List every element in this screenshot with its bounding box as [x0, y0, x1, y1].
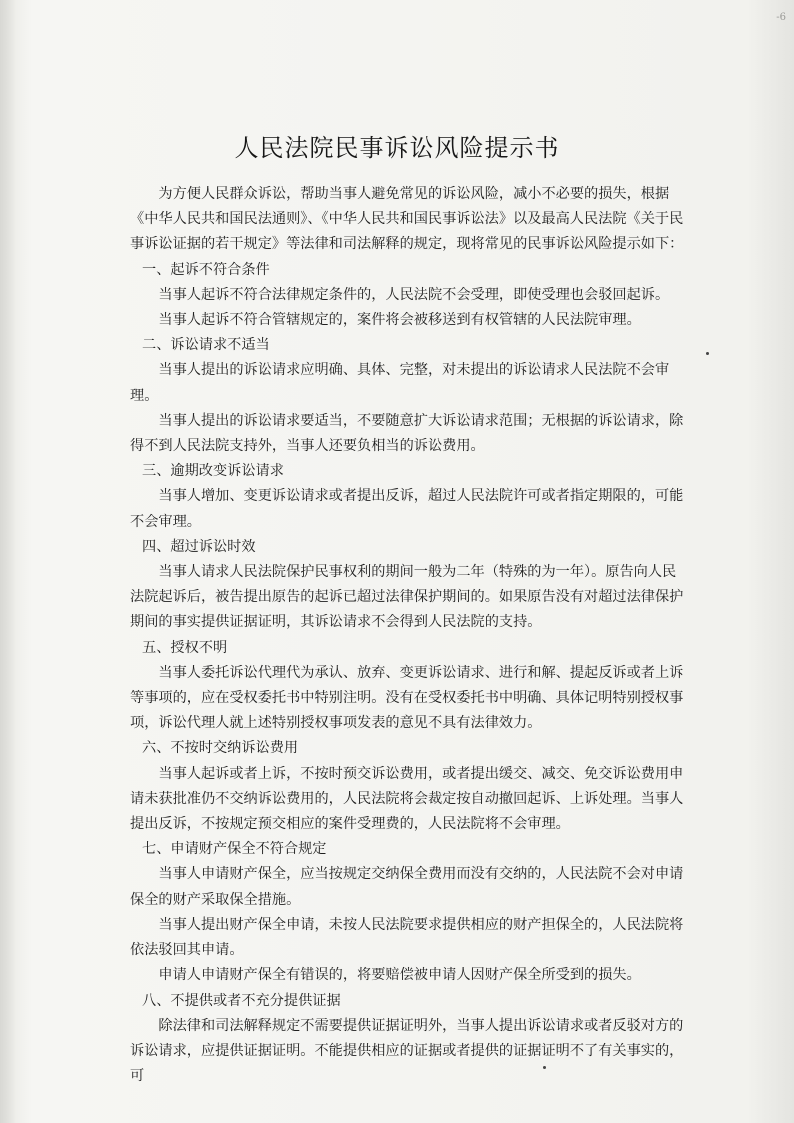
section-heading: 六、不按时交纳诉讼费用 — [142, 740, 299, 757]
body-paragraph: 当事人提出的诉讼请求要适当，不要随意扩大诉讼请求范围；无根据的诉讼请求，除得不到人民法院支持外，当事人还要负相当的诉讼费用。 — [130, 412, 684, 455]
page-mark: -6 — [776, 12, 786, 23]
page-title: 人民法院民事诉讼风险提示书 — [234, 134, 560, 162]
section-heading: 八、不提供或者不充分提供证据 — [142, 992, 341, 1009]
section-heading: 一、起诉不符合条件 — [142, 261, 270, 278]
section-heading: 七、申请财产保全不符合规定 — [142, 841, 327, 858]
section-heading: 二、诉讼请求不适当 — [142, 337, 270, 354]
section-heading: 五、授权不明 — [142, 639, 228, 656]
intro-paragraph: 为方便人民群众诉讼，帮助当事人避免常见的诉讼风险，减小不必要的损失，根据《中华人民共和国民法通则》、《中华人民共和国民事诉讼法》以及最高人民法院《关于民事诉讼证据的若干规定》等法律和司法解释的规定，现将常见的民事诉讼风险提示如下： — [130, 186, 684, 253]
body-paragraph: 当事人起诉不符合法律规定条件的，人民法院不会受理，即使受理也会驳回起诉。 — [158, 286, 670, 303]
body-paragraph: 申请人申请财产保全有错误的，将要赔偿被申请人因财产保全所受到的损失。 — [158, 967, 641, 984]
body-paragraph: 除法律和司法解释规定不需要提供证据证明外，当事人提出诉讼请求或者反驳对方的诉讼请求，应提供证据证明。不能提供相应的证据或者提供的证据证明不了有关事实的，可 — [130, 1017, 684, 1085]
body-paragraph: 当事人起诉不符合管辖规定的，案件将会被移送到有权管辖的人民法院审理。 — [158, 312, 641, 329]
section-heading: 三、逾期改变诉讼请求 — [142, 463, 284, 480]
scan-speck — [706, 352, 709, 355]
body-paragraph: 当事人申请财产保全，应当按规定交纳保全费用而没有交纳的，人民法院不会对申请保全的财产采取保全措施。 — [130, 866, 684, 908]
body-paragraph: 当事人请求人民法院保护民事权利的期间一般为二年（特殊的为一年）。原告向人民法院起诉后，被告提出原告的起诉已超过法律保护期间的。如果原告没有对超过法律保护期间的事实提供证据证明，其诉讼请求不会得到人民法院的支持。 — [130, 564, 684, 631]
body-paragraph: 当事人增加、变更诉讼请求或者提出反诉，超过人民法院许可或者指定期限的，可能不会审理。 — [130, 488, 684, 530]
section-heading: 四、超过诉讼时效 — [142, 538, 256, 555]
body-paragraph: 当事人起诉或者上诉，不按时预交诉讼费用，或者提出缓交、减交、免交诉讼费用申请未获批准仍不交纳诉讼费用的，人民法院将会裁定按自动撤回起诉、上诉处理。当事人提出反诉，不按规定预交相应的案件受理费的，人民法院将不会审理。 — [130, 765, 684, 833]
document-body — [130, 182, 690, 1089]
body-paragraph: 当事人提出财产保全申请，未按人民法院要求提供相应的财产担保全的，人民法院将依法驳回其申请。 — [130, 916, 684, 959]
scan-speck — [543, 1066, 546, 1069]
body-paragraph: 当事人提出的诉讼请求应明确、具体、完整，对未提出的诉讼请求人民法院不会审理。 — [130, 362, 670, 404]
scan-shadow-edge — [0, 0, 16, 1123]
body-paragraph: 当事人委托诉讼代理代为承认、放弃、变更诉讼请求、进行和解、提起反诉或者上诉等事项的，应在受权委托书中特别注明。没有在受权委托书中明确、具体记明特别授权事项，诉讼代理人就上述特别授权事项发表的意见不具有法律效力。 — [130, 664, 684, 732]
